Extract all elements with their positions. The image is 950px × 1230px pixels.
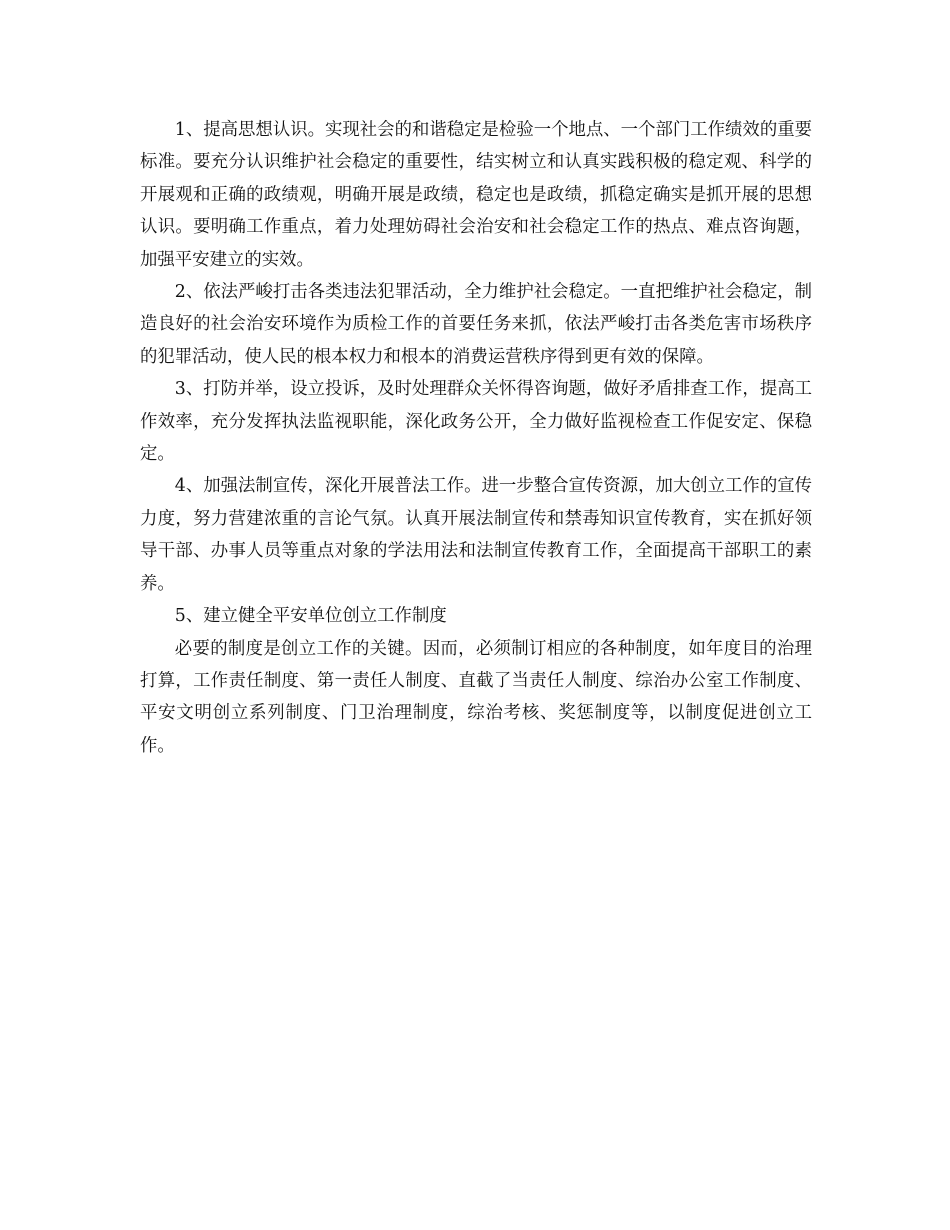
paragraph-5-heading: 5、建立健全平安单位创立工作制度 — [174, 606, 447, 627]
document-body — [140, 114, 812, 762]
paragraph-2: 2、依法严峻打击各类违法犯罪活动，全力维护社会稳定。一直把维护社会稳定，制造良好的社会治安环境作为质检工作的首要任务来抓，依法严峻打击各类危害市场秩序的犯罪活动，使人民的根本权力和根本的消费运营秩序得到更有效的保障。 — [140, 282, 812, 367]
paragraph-3: 3、打防并举，设立投诉，及时处理群众关怀得咨询题，做好矛盾排查工作，提高工作效率，充分发挥执法监视职能，深化政务公开，全力做好监视检查工作促安定、保稳定。 — [140, 379, 812, 465]
paragraph-4: 4、加强法制宣传，深化开展普法工作。进一步整合宣传资源，加大创立工作的宣传力度，努力营建浓重的言论气氛。认真开展法制宣传和禁毒知识宣传教育，实在抓好领导干部、办事人员等重点对象的学法用法和法制宣传教育工作，全面提高干部职工的素养。 — [140, 476, 812, 594]
paragraph-6: 必要的制度是创立工作的关键。因而，必须制订相应的各种制度，如年度目的治理打算，工作责任制度、第一责任人制度、直截了当责任人制度、综治办公室工作制度、平安文明创立系列制度、门卫治理制度，综治考核、奖惩制度等，以制度促进创立工作。 — [140, 638, 812, 756]
paragraph-1: 1、提高思想认识。实现社会的和谐稳定是检验一个地点、一个部门工作绩效的重要标准。要充分认识维护社会稳定的重要性，结实树立和认真实践积极的稳定观、科学的开展观和正确的政绩观，明确开展是政绩，稳定也是政绩，抓稳定确实是抓开展的思想认识。要明确工作重点，着力处理妨碍社会治安和社会稳定工作的热点、难点咨询题，加强平安建立的实效。 — [140, 120, 812, 270]
